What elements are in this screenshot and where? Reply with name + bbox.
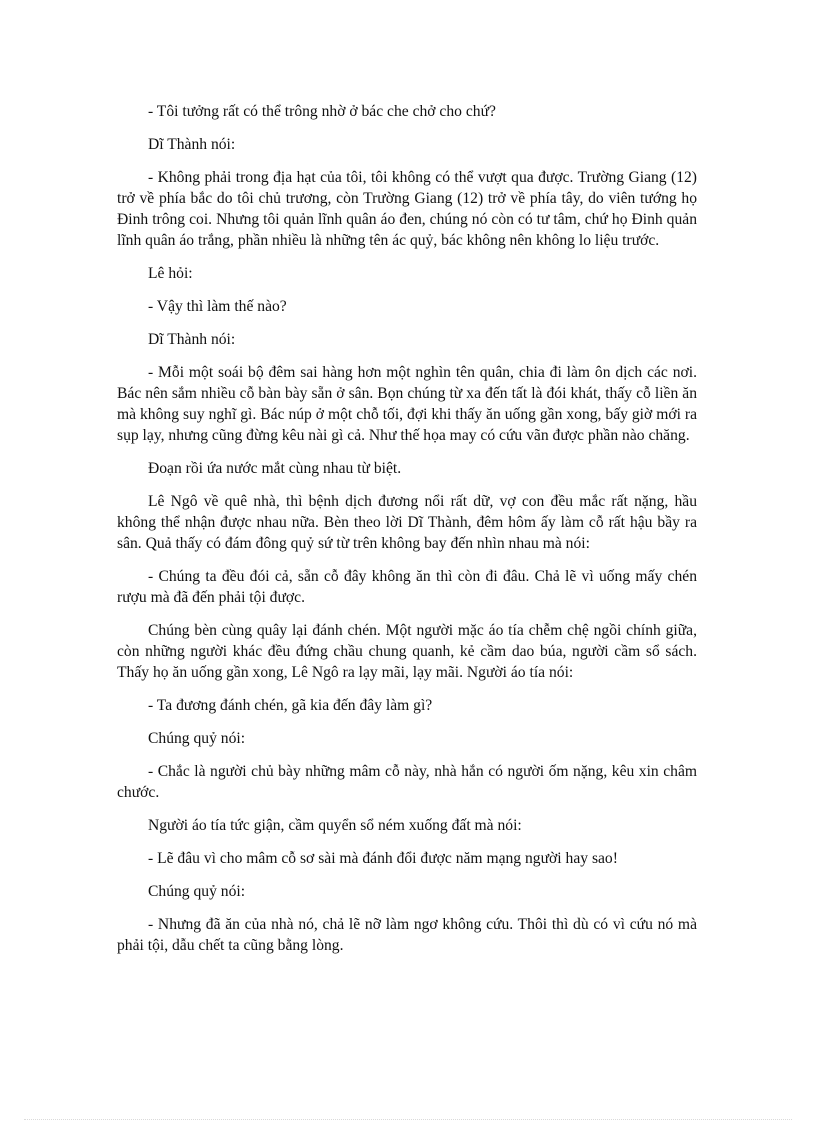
- paragraph: - Ta đương đánh chén, gã kia đến đây làm gì?: [148, 697, 433, 714]
- paragraph: Lê hỏi:: [148, 265, 193, 282]
- paragraph: - Vậy thì làm thế nào?: [148, 298, 287, 315]
- paragraph: Đoạn rồi ứa nước mắt cùng nhau từ biệt.: [148, 460, 402, 477]
- paragraph: - Lẽ đâu vì cho mâm cỗ sơ sài mà đánh đổi được năm mạng người hay sao!: [148, 850, 618, 867]
- paragraph: Lê Ngô về quê nhà, thì bệnh dịch đương nổi rất dữ, vợ con đều mắc rất nặng, hầu không thể nhận được nhau nữa. Bèn theo lời Dĩ Thành, đêm hôm ấy làm cỗ rất hậu bầy ra sân. Quả thấy có đám đông quỷ sứ từ trên không bay đến nhìn nhau mà nói:: [117, 493, 697, 552]
- paragraph: - Mỗi một soái bộ đêm sai hàng hơn một nghìn tên quân, chia đi làm ôn dịch các nơi. Bác nên sắm nhiều cỗ bàn bày sẵn ở sân. Bọn chúng từ xa đến tất là đói khát, thấy cỗ liền ăn mà không suy nghĩ gì. Bác núp ở một chỗ tối, đợi khi thấy ăn uống gần xong, bấy giờ mới ra sụp lạy, nhưng cũng đừng kêu nài gì cả. Như thế họa may có cứu vãn được phần nào chăng.: [117, 364, 697, 444]
- paragraph: - Nhưng đã ăn của nhà nó, chả lẽ nỡ làm ngơ không cứu. Thôi thì dù có vì cứu nó mà phải tội, dẫu chết ta cũng bằng lòng.: [117, 916, 697, 954]
- paragraph: Dĩ Thành nói:: [148, 331, 236, 348]
- paragraph: Chúng quỷ nói:: [148, 730, 246, 747]
- paragraph: - Tôi tưởng rất có thể trông nhờ ở bác che chở cho chứ?: [148, 103, 496, 120]
- paragraph: Dĩ Thành nói:: [148, 136, 236, 153]
- paragraph: Chúng bèn cùng quây lại đánh chén. Một người mặc áo tía chễm chệ ngồi chính giữa, còn những người khác đều đứng chầu chung quanh, kẻ cầm dao búa, người cầm sổ sách. Thấy họ ăn uống gần xong, Lê Ngô ra lạy mãi, lạy mãi. Người áo tía nói:: [117, 622, 697, 681]
- paragraph: - Không phải trong địa hạt của tôi, tôi không có thể vượt qua được. Trường Giang (12) trở về phía bắc do tôi chủ trương, còn Trường Giang (12) trở về phía tây, do viên tướng họ Đinh trông coi. Nhưng tôi quản lĩnh quân áo đen, chúng nó còn có tư tâm, chứ họ Đinh quản lĩnh quân áo trắng, phần nhiều là những tên ác quỷ, bác không nên không lo liệu trước.: [117, 169, 697, 249]
- paragraph: Người áo tía tức giận, cầm quyển sổ ném xuống đất mà nói:: [148, 817, 522, 834]
- paragraph: Chúng quỷ nói:: [148, 883, 246, 900]
- paragraph: - Chúng ta đều đói cả, sẵn cỗ đây không ăn thì còn đi đâu. Chả lẽ vì uống mấy chén rượu mà đã đến phải tội được.: [117, 568, 697, 606]
- paragraph: - Chắc là người chủ bày những mâm cỗ này, nhà hắn có người ốm nặng, kêu xin châm chước.: [117, 763, 697, 801]
- document-body: [117, 101, 697, 968]
- page-bottom-divider: [24, 1119, 792, 1120]
